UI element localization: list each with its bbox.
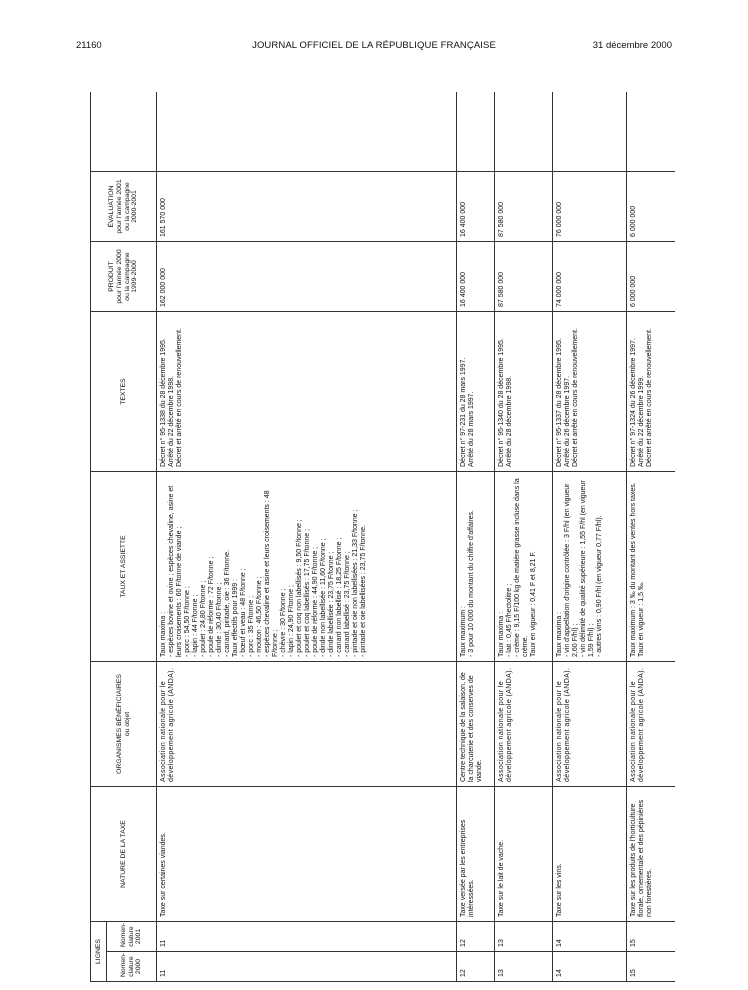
cell-n2001: 11 [157, 922, 457, 952]
cell-evaluation: 87 580 000 [495, 172, 553, 242]
cell-nature: Taxe sur les vins. [553, 787, 627, 922]
cell-spacer [457, 92, 495, 172]
cell-taux: Taux maxima : - lait : 0,45 F/hectolitre ; - crème : 9,15 F/100 kg de matière grasse incluse dans la crème. Taux en vigueur : 0,41 F et 8,21 F. [495, 472, 553, 662]
publication-date: 31 décembre 2000 [592, 40, 672, 51]
cell-n2001: 13 [495, 922, 553, 952]
cell-produit: 16 400 000 [457, 242, 495, 312]
page-number: 21160 [76, 40, 102, 51]
header-nature: NATURE DE LA TAXE [91, 787, 157, 922]
cell-organismes: Association nationale pour le développement agricole (ANDA). [495, 662, 553, 787]
cell-n2000: 14 [553, 952, 627, 982]
cell-nature: Taxe sur le lait de vache. [495, 787, 553, 922]
cell-organismes: Association nationale pour le développement agricole (ANDA). [157, 662, 457, 787]
cell-spacer [157, 92, 457, 172]
cell-produit: 87 580 000 [495, 242, 553, 312]
cell-produit: 74 000 000 [553, 242, 627, 312]
cell-evaluation: 16 400 000 [457, 172, 495, 242]
cell-n2000: 13 [495, 952, 553, 982]
header-spacer [91, 92, 157, 172]
header-nomenclature-2000: Nomen- clature 2000 [107, 952, 157, 982]
cell-taux: Taux maxima : - espèces bovine et ovine ; espèces chevaline, asine et leurs croisements : 60 F/tonne de viande ; - porc : 54,50 F/tonne ; - lapin : 44 F/tonne ; - poulet : 24,80 F/tonne ; - poule de réforme : 72 F/tonne ; - dinde : 30,40 F/tonne ; - canard, pintade, oie : 36 F/tonne. Taux effectifs pour 1999 : - bœuf et veau : 48 F/tonne ; - porc : 35 F/tonne ; - mouton : 46,50 F/tonne ; - espèces chevaline et asine et leurs croisements : 48 F/tonne ; - chèvre : 30 F/tonne ; - lapin : 24,90 F/tonne ; - poulet et coq non labellisés : 9,50 F/tonne ; - poulet et coq labellisés : 17,75 F/tonne ; - poule de réforme : 44,90 F/tonne ; - dinde non labellisée : 11,60 F/tonne ; - dinde labellisée : 23,75 F/tonne ; - canard non labellisé : 18,25 F/tonne ; - canard labellisé : 23,75 F/tonne ; - pintade et oie non labellisées : 21,33 F/tonne ; - pintade et oie labellisées : 23,75 F/tonne. [157, 472, 457, 662]
cell-organismes: Association nationale pour le développement agricole (ANDA). [553, 662, 627, 787]
header-organismes: ORGANISMES BÉNÉFICIAIRES ou objet [91, 662, 157, 787]
header-produit: PRODUIT pour l'année 2000 ou la campagne 1999-2000 [91, 242, 157, 312]
cell-n2000: 12 [457, 952, 495, 982]
cell-spacer [627, 92, 676, 172]
cell-taux: Taux maximum : - 3 pour 10 000 du montant du chiffre d'affaires. [457, 472, 495, 662]
cell-nature: Taxe sur les produits de l'horticulture florale, ornementale et des pépinières non forestières. [627, 787, 676, 922]
cell-n2000: 15 [627, 952, 676, 982]
tax-table [90, 92, 675, 982]
cell-nature: Taxe sur certaines viandes. [157, 787, 457, 922]
table-row [495, 92, 553, 982]
header-taux: TAUX ET ASSIETTE [91, 472, 157, 662]
header-nomenclature-2001: Nomen- clature 2001 [107, 922, 157, 952]
rotated-table-container [90, 92, 675, 982]
table-row [553, 92, 627, 982]
cell-textes: Décret n° 97-1324 du 26 décembre 1997. Arrêté du 22 décembre 1999. Décret et arrêté en cours de renouvellement. [627, 312, 676, 472]
cell-textes: Décret n° 95-1337 du 28 décembre 1995. Arrêté du 26 décembre 1997. Décret et arrêté en cours de renouvellement. [553, 312, 627, 472]
cell-evaluation: 161 570 000 [157, 172, 457, 242]
cell-n2001: 15 [627, 922, 676, 952]
header-evaluation: ÉVALUATION pour l'année 2001 ou la campagne 2000-2001 [91, 172, 157, 242]
header-lignes: LIGNES [91, 922, 107, 982]
cell-organismes: Association nationale pour le développement agricole (ANDA). [627, 662, 676, 787]
table-row [157, 92, 457, 982]
cell-produit: 162 000 000 [157, 242, 457, 312]
cell-spacer [495, 92, 553, 172]
cell-textes: Décret n° 95-1340 du 28 décembre 1995. Arrêté du 28 décembre 1998. [495, 312, 553, 472]
table-row [627, 92, 676, 982]
cell-evaluation: 76 000 000 [553, 172, 627, 242]
cell-organismes: Centre technique de la salaison, de la charcuterie et des conserves de viande. [457, 662, 495, 787]
cell-n2001: 14 [553, 922, 627, 952]
cell-textes: Décret n° 95-1338 du 28 décembre 1995. Arrêté du 22 décembre 1998. Décret et arrêté en cours de renouvellement. [157, 312, 457, 472]
header-textes: TEXTES [91, 312, 157, 472]
cell-taux: Taux maxima : - vin d'appellation d'origine contrôlée : 3 F/hl (en vigueur 2,60 F/hl) ; - vin délimité de qualité supérieure : 1,55 F/hl (en vigueur 1,59 F/hl) ; - autres vins : 0,90 F/hl (en vigueur 0,77 F/hl). [553, 472, 627, 662]
cell-textes: Décret n° 97-231 du 28 mars 1997. Arrêté du 28 mars 1997. [457, 312, 495, 472]
journal-title: JOURNAL OFFICIEL DE LA RÉPUBLIQUE FRANÇAISE [252, 40, 496, 51]
cell-evaluation: 6 000 000 [627, 172, 676, 242]
table-row [457, 92, 495, 982]
cell-nature: Taxe versée par les entreprises intéressées. [457, 787, 495, 922]
cell-taux: Taux maximum : 3 ‰ du montant des ventes hors taxes. Taux en vigueur : 1,5 ‰. [627, 472, 676, 662]
cell-spacer [553, 92, 627, 172]
cell-n2000: 11 [157, 952, 457, 982]
rotated-table-area [90, 92, 675, 982]
cell-n2001: 12 [457, 922, 495, 952]
cell-produit: 6 000 000 [627, 242, 676, 312]
